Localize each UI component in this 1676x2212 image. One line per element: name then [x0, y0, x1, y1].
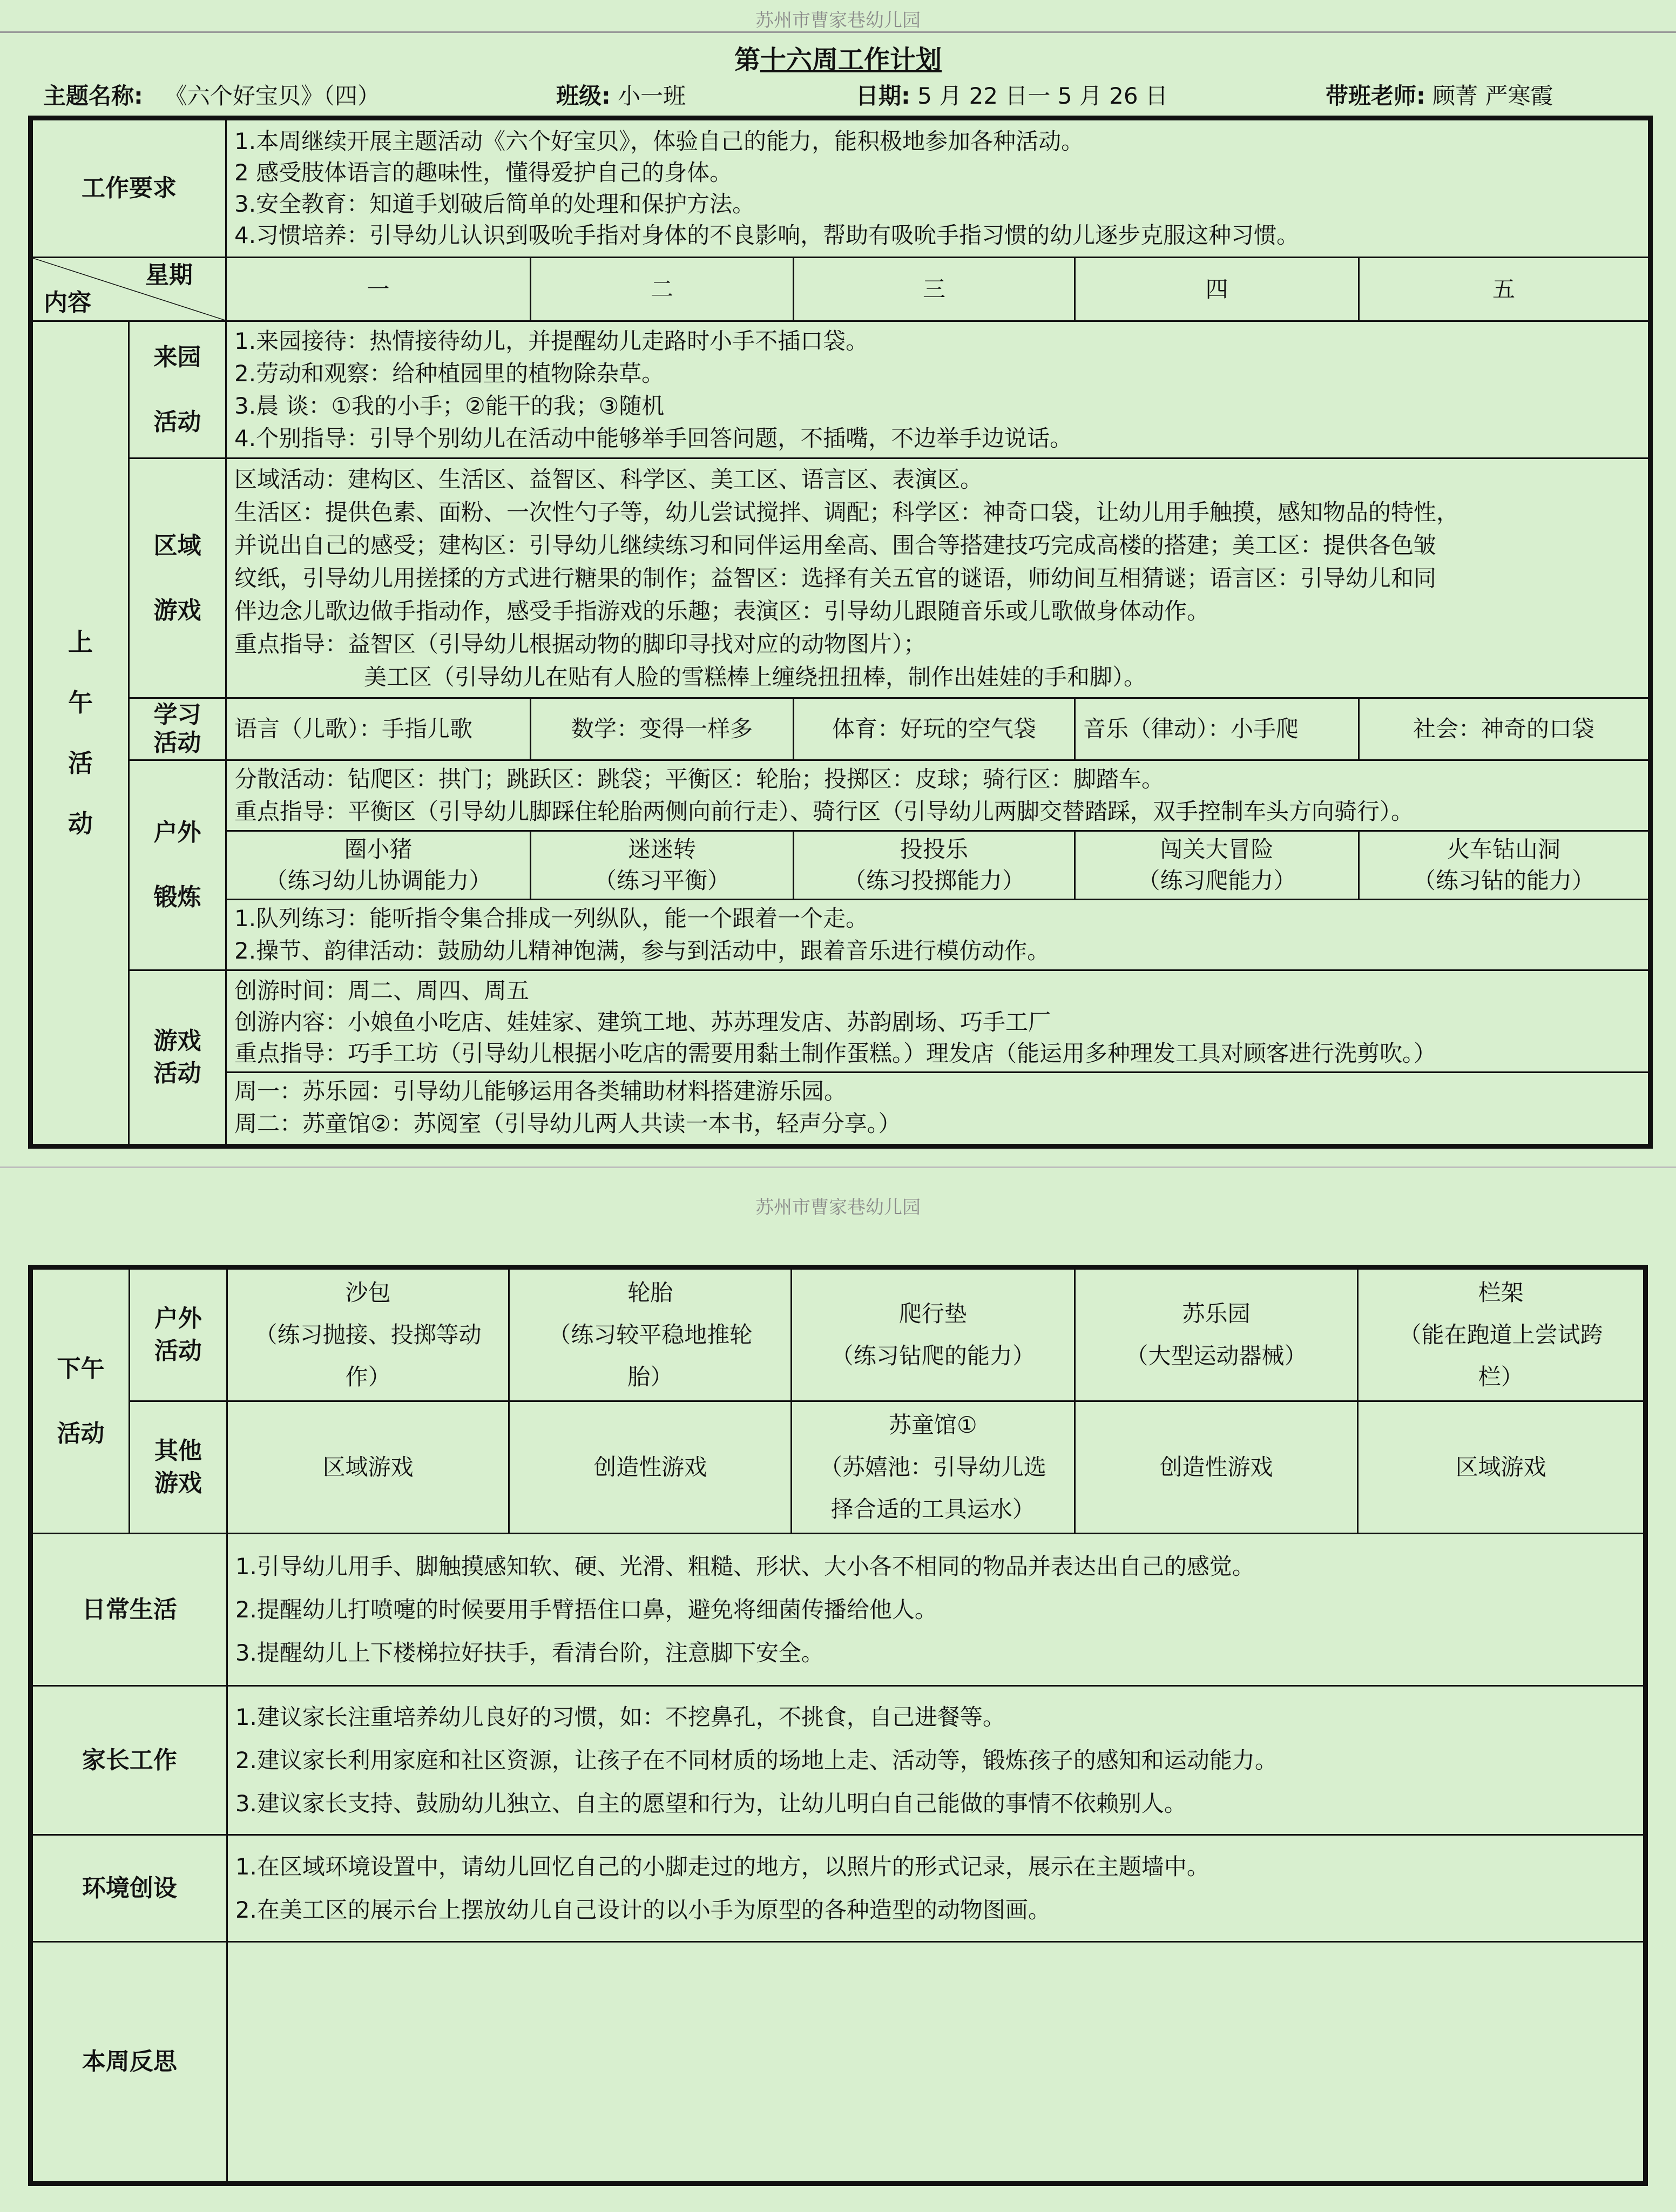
page-header-2: 苏州市曹家巷幼儿园 — [755, 1197, 921, 1218]
day-header-wed: 三 — [794, 258, 1075, 321]
outdoor-game-mon: 圈小猪 （练习幼儿协调能力） — [226, 831, 531, 900]
parent-work-content: 1.建议家长注重培养幼儿良好的习惯，如：不挖鼻孔，不挑食，自己进餐等。 2.建议家长利用家庭和社区资源，让孩子在不同材质的场地上走、活动等，锻炼孩子的感知和运动能力。 3.建议家长支持、鼓励幼儿独立、自主的愿望和行为，让幼儿明白自己能做的事情不依赖别人。 — [227, 1686, 1645, 1835]
day-header-tue: 二 — [531, 258, 794, 321]
study-activity-label: 学习 活动 — [129, 698, 226, 760]
outdoor-drill-content: 1.队列练习：能听指令集合排成一列纵队，能一个跟着一个走。 2.操节、韵律活动：鼓励幼儿精神饱满，参与到活动中，跟着音乐进行模仿动作。 — [226, 900, 1651, 970]
afternoon-outdoor-label: 户外 活动 — [129, 1267, 227, 1401]
day-header-mon: 一 — [226, 258, 531, 321]
afternoon-outdoor-fri: 栏架 （能在跑道上尝试跨 栏） — [1358, 1267, 1646, 1401]
afternoon-other-mon: 区域游戏 — [227, 1401, 509, 1534]
study-cell-tue: 数学：变得一样多 — [531, 698, 794, 760]
study-cell-fri: 社会：神奇的口袋 — [1359, 698, 1651, 760]
class-meta: 班级: 小一班 — [556, 83, 686, 109]
outdoor-game-wed: 投投乐 （练习投掷能力） — [794, 831, 1075, 900]
outdoor-exercise-content: 分散活动：钻爬区：拱门；跳跃区：跳袋；平衡区：轮胎；投掷区：皮球；骑行区：脚踏车。 重点指导：平衡区（引导幼儿脚踩住轮胎两侧向前行走）、骑行区（引导幼儿两脚交替踏踩，双手控制车头方向骑行）。 — [226, 760, 1651, 831]
week-number: 十六 — [760, 45, 812, 75]
outdoor-exercise-label: 户外 锻炼 — [129, 760, 226, 970]
teacher-meta: 带班老师: 顾菁 严寒霞 — [1326, 83, 1553, 109]
game-activity-label: 游戏 活动 — [129, 970, 226, 1147]
arrival-activity-content: 1.来园接待：热情接待幼儿，并提醒幼儿走路时小手不插口袋。 2.劳动和观察：给种植园里的植物除杂草。 3.晨 谈：①我的小手；②能干的我；③随机 4.个别指导：引导个别幼儿在活动中能够举手回答问题，不插嘴，不边举手边说话。 — [226, 321, 1651, 458]
afternoon-other-wed: 苏童馆① （苏嬉池：引导幼儿选 择合适的工具运水） — [792, 1401, 1075, 1534]
afternoon-outdoor-wed: 爬行垫 （练习钻爬的能力） — [792, 1267, 1075, 1401]
afternoon-other-fri: 区域游戏 — [1358, 1401, 1646, 1534]
page-separator — [0, 1166, 1676, 1168]
parent-work-label: 家长工作 — [31, 1686, 227, 1835]
theme-meta: 主题名称: 《六个好宝贝》（四） — [43, 83, 380, 109]
environment-content: 1.在区域环境设置中，请幼儿回忆自己的小脚走过的地方，以照片的形式记录，展示在主题墙中。 2.在美工区的展示台上摆放幼儿自己设计的以小手为原型的各种造型的动物图画。 — [227, 1835, 1645, 1942]
outdoor-game-thu: 闯关大冒险 （练习爬能力） — [1075, 831, 1359, 900]
weekly-reflection-label: 本周反思 — [31, 1942, 227, 2184]
work-requirements-label: 工作要求 — [31, 118, 226, 258]
date-meta: 日期: 5 月 22 日一 5 月 26 日 — [856, 83, 1168, 109]
afternoon-outdoor-tue: 轮胎 （练习较平稳地推轮 胎） — [509, 1267, 792, 1401]
morning-plan-table — [28, 116, 1653, 1149]
afternoon-other-label: 其他 游戏 — [129, 1401, 227, 1534]
morning-activities-label: 上 午 活 动 — [31, 321, 129, 1147]
daily-life-content: 1.引导幼儿用手、脚触摸感知软、硬、光滑、粗糙、形状、大小各不相同的物品并表达出自己的感觉。 2.提醒幼儿打喷嚏的时候要用手臂捂住口鼻，避免将细菌传播给他人。 3.提醒幼儿上下楼梯拉好扶手，看清台阶，注意脚下安全。 — [227, 1534, 1645, 1686]
area-game-content: 区域活动：建构区、生活区、益智区、科学区、美工区、语言区、表演区。 生活区：提供色素、面粉、一次性勺子等，幼儿尝试搅拌、调配；科学区：神奇口袋，让幼儿用手触摸，感知物品的特性， 并说出自己的感受；建构区：引导幼儿继续练习和同伴运用垒高、围合等搭建技巧完成高楼的搭建；美工区：提供各色皱 纹纸，引导幼儿用搓揉的方式进行糖果的制作；益智区：选择有关五官的谜语，师幼间互相猜谜；语言区：引导幼儿和同 伴边念儿歌边做手指动作，感受手指游戏的乐趣；表演区：引导幼儿跟随音乐或儿歌做身体动作。 重点指导：益智区（引导幼儿根据动物的脚印寻找对应的动物图片）； 美工区（引导幼儿在贴有人脸的雪糕棒上缠绕扭扭棒，制作出娃娃的手和脚）。 — [226, 458, 1651, 698]
page-title: 第十六周工作计划 — [734, 45, 942, 75]
game-activity-content: 创游时间：周二、周四、周五 创游内容：小娘鱼小吃店、娃娃家、建筑工地、苏苏理发店、苏韵剧场、巧手工厂 重点指导：巧手工坊（引导幼儿根据小吃店的需要用黏土制作蛋糕。）理发店（能运用多种理发工具对顾客进行洗剪吹。） 周一：苏乐园：引导幼儿能够运用各类辅助材料搭建游乐园。 周二：苏童馆②：苏阅室（引导幼儿两人共读一本书，轻声分享。） — [226, 970, 1651, 1147]
header-rule — [0, 31, 1676, 33]
daily-life-label: 日常生活 — [31, 1534, 227, 1686]
study-cell-wed: 体育：好玩的空气袋 — [794, 698, 1075, 760]
weekday-corner-header: 星期 内容 — [31, 258, 226, 321]
environment-label: 环境创设 — [31, 1835, 227, 1942]
day-header-thu: 四 — [1075, 258, 1359, 321]
outdoor-game-fri: 火车钻山洞 （练习钻的能力） — [1359, 831, 1651, 900]
afternoon-activities-label: 下午 活动 — [31, 1267, 130, 1534]
weekly-reflection-content[interactable] — [227, 1942, 1645, 2184]
area-game-label: 区域 游戏 — [129, 458, 226, 698]
outdoor-game-tue: 迷迷转 （练习平衡） — [531, 831, 794, 900]
afternoon-outdoor-mon: 沙包 （练习抛接、投掷等动 作） — [227, 1267, 509, 1401]
study-cell-thu: 音乐（律动）：小手爬 — [1075, 698, 1359, 760]
afternoon-other-tue: 创造性游戏 — [509, 1401, 792, 1534]
study-cell-mon: 语言（儿歌）：手指儿歌 — [226, 698, 531, 760]
page-header: 苏州市曹家巷幼儿园 — [755, 10, 921, 31]
afternoon-other-thu: 创造性游戏 — [1074, 1401, 1358, 1534]
afternoon-plan-table — [28, 1265, 1648, 2186]
work-requirements-content: 1.本周继续开展主题活动《六个好宝贝》，体验自己的能力，能积极地参加各种活动。 2 感受肢体语言的趣味性，懂得爱护自己的身体。 3.安全教育：知道手划破后简单的处理和保护方法。 4.习惯培养：引导幼儿认识到吸吮手指对身体的不良影响，帮助有吸吮手指习惯的幼儿逐步克服这种习惯。 — [226, 118, 1651, 258]
afternoon-outdoor-thu: 苏乐园 （大型运动器械） — [1074, 1267, 1358, 1401]
arrival-activity-label: 来园 活动 — [129, 321, 226, 458]
day-header-fri: 五 — [1359, 258, 1651, 321]
